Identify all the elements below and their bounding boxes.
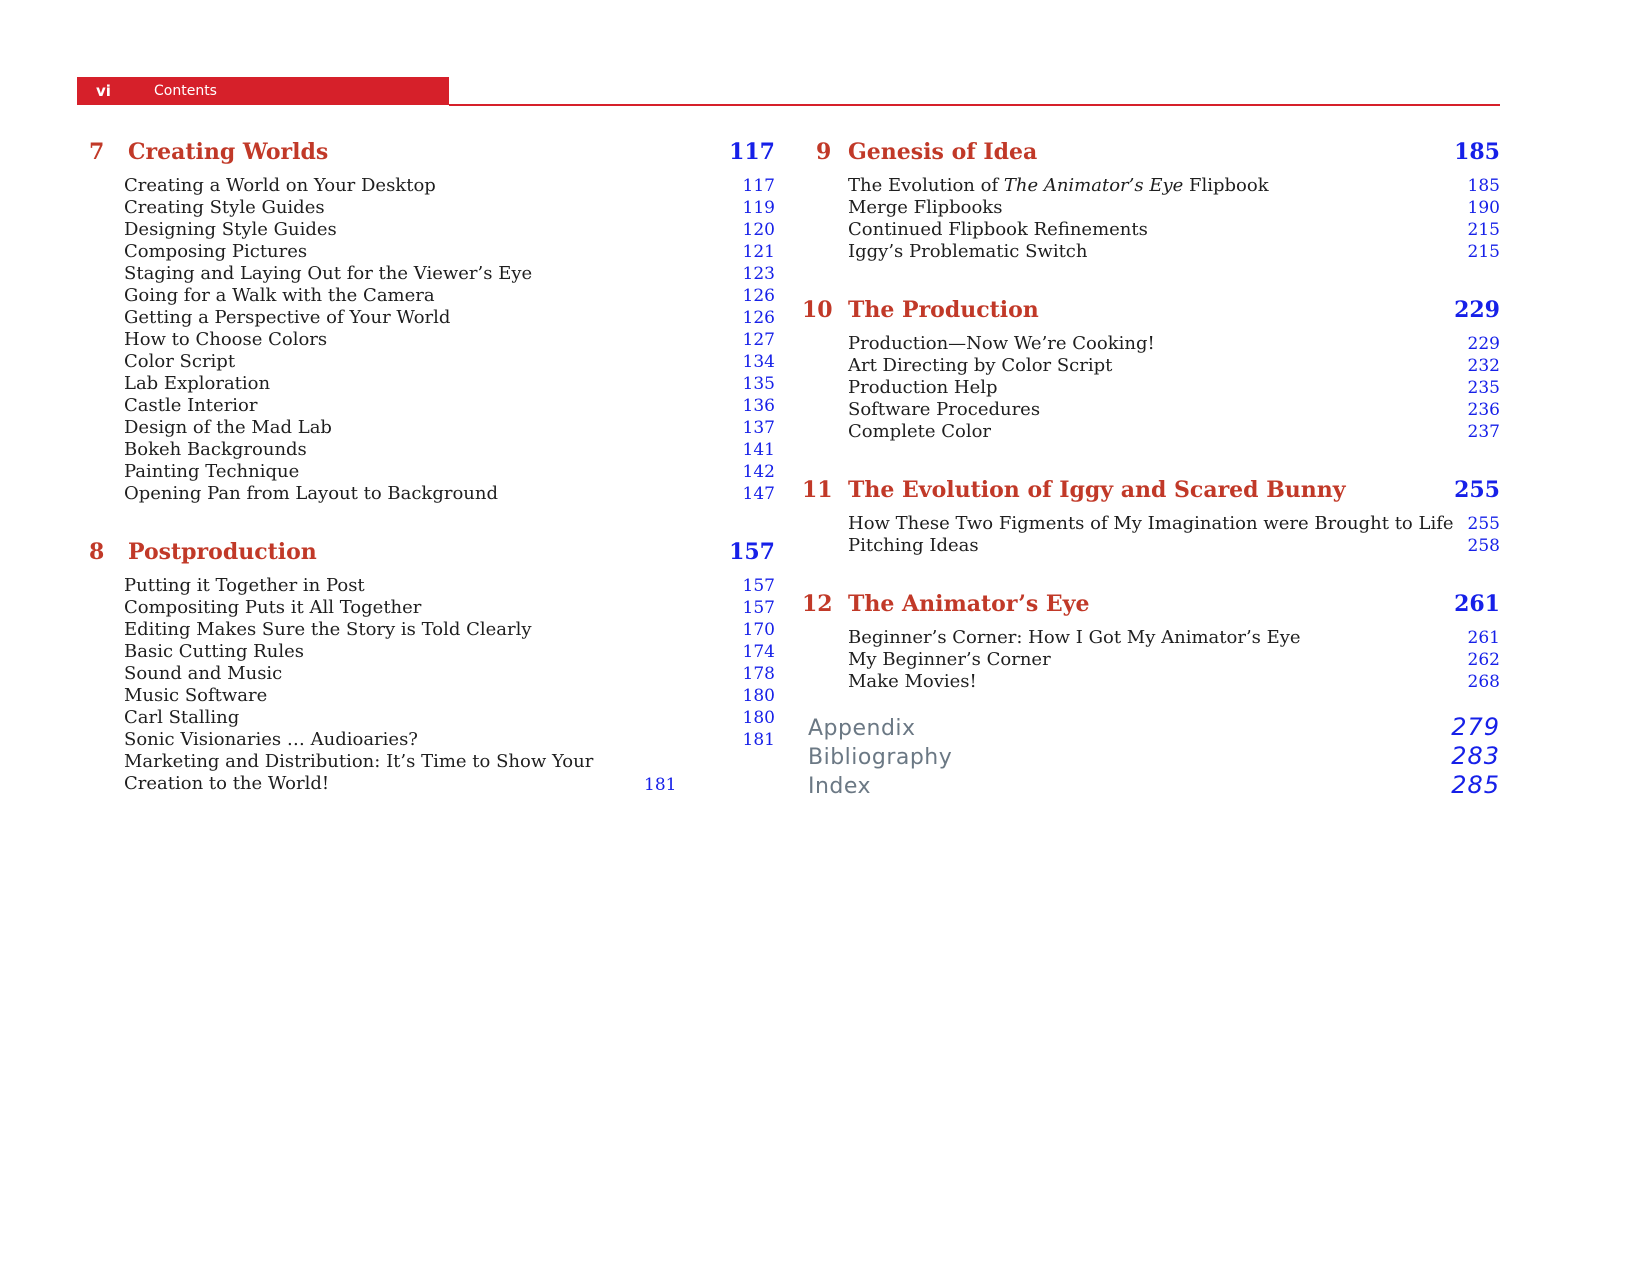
toc-entry[interactable]	[802, 355, 1500, 377]
running-header	[77, 77, 449, 105]
entry-title: Software Procedures	[848, 399, 1041, 420]
entry-title: Composing Pictures	[124, 241, 308, 262]
entry-title: Editing Makes Sure the Story is Told Clearly	[124, 619, 532, 640]
entry-page: 141	[742, 440, 775, 460]
entry-title: Castle Interior	[124, 395, 258, 416]
page-number: vi	[96, 82, 111, 100]
entry-title: Music Software	[124, 685, 268, 706]
toc-entry[interactable]	[82, 685, 775, 707]
toc-entry[interactable]	[82, 373, 775, 395]
entry-page: 142	[742, 462, 775, 482]
toc-entry[interactable]	[802, 399, 1500, 421]
entry-title: Production Help	[848, 377, 998, 398]
entry-title: Iggy’s Problematic Switch	[848, 241, 1088, 262]
entry-title: Creating Style Guides	[124, 197, 325, 218]
entry-title-italic: The Animator’s Eye	[1003, 175, 1184, 196]
toc-chapter-10	[802, 293, 1500, 443]
chapter-page: 117	[729, 139, 775, 165]
entry-page: 119	[742, 198, 775, 218]
toc-chapter-11	[802, 473, 1500, 557]
entry-page: 185	[1467, 176, 1500, 196]
entry-page: 180	[742, 708, 775, 728]
entry-page: 181	[742, 730, 775, 750]
entry-title: Marketing and Distribution: It’s Time to Show Your Creation to the World!	[124, 751, 594, 794]
toc-entry[interactable]	[802, 333, 1500, 355]
entry-title: My Beginner’s Corner	[848, 649, 1051, 670]
chapter-title: Genesis of Idea	[848, 139, 1038, 165]
toc-entry[interactable]	[802, 671, 1500, 693]
entry-page: 136	[742, 396, 775, 416]
toc-entry[interactable]	[802, 535, 1500, 557]
entry-page: 134	[742, 352, 775, 372]
chapter-page: 255	[1454, 477, 1500, 503]
entry-title: Designing Style Guides	[124, 219, 337, 240]
chapter-title: Postproduction	[128, 539, 317, 565]
entry-page: 127	[742, 330, 775, 350]
entry-title: Staging and Laying Out for the Viewer’s Eye	[124, 263, 533, 284]
toc-entry[interactable]	[82, 351, 775, 373]
toc-entry[interactable]	[82, 597, 775, 619]
back-matter-entry[interactable]	[802, 713, 1500, 742]
toc-entry[interactable]	[82, 751, 775, 795]
entry-page: 117	[742, 176, 775, 196]
entry-page: 120	[742, 220, 775, 240]
chapter-heading[interactable]	[82, 135, 775, 175]
entry-title: Production—Now We’re Cooking!	[848, 333, 1155, 354]
toc-chapter-8	[82, 535, 775, 795]
toc-entry[interactable]	[82, 263, 775, 285]
entry-page: 137	[742, 418, 775, 438]
entry-page: 215	[1467, 242, 1500, 262]
toc-entry[interactable]	[82, 417, 775, 439]
toc-entry[interactable]	[82, 219, 775, 241]
entry-title: Compositing Puts it All Together	[124, 597, 422, 618]
toc-entry[interactable]	[82, 663, 775, 685]
toc-chapter-12	[802, 587, 1500, 693]
toc-entry[interactable]	[82, 197, 775, 219]
entry-title-prefix: The Evolution of	[848, 175, 1004, 196]
entry-title: How to Choose Colors	[124, 329, 328, 350]
entry-title: Art Directing by Color Script	[848, 355, 1113, 376]
toc-entry[interactable]	[82, 641, 775, 663]
toc-left-column	[82, 135, 775, 795]
toc-chapter-9	[802, 135, 1500, 263]
entry-page: 232	[1467, 356, 1500, 376]
back-matter-page: 279	[1451, 713, 1500, 741]
toc-entry[interactable]	[82, 483, 775, 505]
entry-title: Lab Exploration	[124, 373, 271, 394]
entry-title: Carl Stalling	[124, 707, 240, 728]
toc-entry[interactable]	[802, 377, 1500, 399]
entry-page: 181	[644, 775, 677, 795]
toc-entry[interactable]	[82, 285, 775, 307]
entry-page: 180	[742, 686, 775, 706]
entry-page: 229	[1467, 334, 1500, 354]
toc-entry[interactable]	[82, 619, 775, 641]
toc-entry[interactable]	[82, 575, 775, 597]
spacer	[82, 505, 775, 535]
entry-title: Sonic Visionaries … Audioaries?	[124, 729, 418, 750]
entry-title: Color Script	[124, 351, 236, 372]
entry-page: 237	[1467, 422, 1500, 442]
toc-entry[interactable]	[802, 649, 1500, 671]
chapter-page: 261	[1454, 591, 1500, 617]
toc-entry[interactable]	[82, 307, 775, 329]
entry-page: 157	[742, 576, 775, 596]
entry-title: Basic Cutting Rules	[124, 641, 304, 662]
toc-entry[interactable]	[82, 461, 775, 483]
toc-entry[interactable]	[802, 175, 1500, 197]
toc-entry[interactable]	[82, 241, 775, 263]
toc-entry[interactable]	[802, 219, 1500, 241]
chapter-page: 157	[729, 539, 775, 565]
entry-page: 236	[1467, 400, 1500, 420]
chapter-heading[interactable]	[82, 535, 775, 575]
entry-title: Pitching Ideas	[848, 535, 979, 556]
toc-entry[interactable]	[82, 175, 775, 197]
entry-page: 215	[1467, 220, 1500, 240]
back-matter-title: Index	[808, 774, 872, 799]
chapter-number: 9	[816, 139, 832, 165]
chapter-title: The Evolution of Iggy and Scared Bunny	[848, 477, 1346, 503]
entry-title	[848, 175, 1468, 196]
chapter-heading[interactable]	[802, 587, 1500, 627]
chapter-number: 7	[89, 139, 105, 165]
entry-page: 262	[1467, 650, 1500, 670]
toc-entry[interactable]	[82, 395, 775, 417]
chapter-page: 229	[1454, 297, 1500, 323]
chapter-heading[interactable]	[802, 473, 1500, 513]
chapter-page: 185	[1454, 139, 1500, 165]
entry-title: Putting it Together in Post	[124, 575, 365, 596]
entry-title: Opening Pan from Layout to Background	[124, 483, 499, 504]
spacer	[802, 263, 1500, 293]
toc-entry[interactable]	[82, 329, 775, 351]
entry-page: 123	[742, 264, 775, 284]
entry-title: Merge Flipbooks	[848, 197, 1003, 218]
entry-page: 147	[742, 484, 775, 504]
entry-page: 190	[1467, 198, 1500, 218]
chapter-number: 8	[89, 539, 105, 565]
entry-page: 178	[742, 664, 775, 684]
back-matter-entry[interactable]	[802, 742, 1500, 771]
toc-entry[interactable]	[802, 627, 1500, 649]
entry-title: Beginner’s Corner: How I Got My Animator’s Eye	[848, 627, 1301, 648]
entry-title: Sound and Music	[124, 663, 283, 684]
spacer	[802, 693, 1500, 713]
entry-title: How These Two Figments of My Imagination were Brought to Life	[848, 513, 1454, 534]
entry-page: 135	[742, 374, 775, 394]
toc-entry[interactable]	[82, 439, 775, 461]
entry-title: Make Movies!	[848, 671, 977, 692]
toc-entry[interactable]	[802, 421, 1500, 443]
entry-page: 174	[742, 642, 775, 662]
entry-page: 255	[1467, 514, 1500, 534]
toc-chapter-7	[82, 135, 775, 505]
back-matter-title: Appendix	[808, 716, 916, 741]
back-matter-page: 283	[1451, 742, 1500, 770]
running-header-title: Contents	[154, 83, 217, 99]
entry-page: 126	[742, 286, 775, 306]
spacer	[802, 443, 1500, 473]
back-matter-page: 285	[1451, 771, 1500, 799]
spacer	[802, 557, 1500, 587]
entry-page: 157	[742, 598, 775, 618]
entry-title: Bokeh Backgrounds	[124, 439, 307, 460]
chapter-number: 11	[802, 477, 833, 503]
toc-entry[interactable]	[802, 241, 1500, 263]
entry-page: 170	[742, 620, 775, 640]
toc-entry[interactable]	[802, 513, 1500, 535]
toc-entry[interactable]	[82, 707, 775, 729]
entry-title-suffix: Flipbook	[1183, 175, 1269, 196]
entry-page: 121	[742, 242, 775, 262]
chapter-number: 10	[802, 297, 833, 323]
entry-title: Painting Technique	[124, 461, 300, 482]
entry-title: Getting a Perspective of Your World	[124, 307, 451, 328]
chapter-heading[interactable]	[802, 135, 1500, 175]
entry-title: Continued Flipbook Refinements	[848, 219, 1148, 240]
entry-page: 258	[1467, 536, 1500, 556]
chapter-title: The Animator’s Eye	[848, 591, 1090, 617]
toc-right-column	[802, 135, 1500, 800]
chapter-title: Creating Worlds	[128, 139, 329, 165]
entry-page: 126	[742, 308, 775, 328]
chapter-heading[interactable]	[802, 293, 1500, 333]
header-rule	[449, 104, 1500, 106]
entry-page: 235	[1467, 378, 1500, 398]
toc-entry[interactable]	[802, 197, 1500, 219]
entry-page: 268	[1467, 672, 1500, 692]
entry-title: Going for a Walk with the Camera	[124, 285, 435, 306]
entry-title: Design of the Mad Lab	[124, 417, 332, 438]
back-matter	[802, 713, 1500, 800]
chapter-number: 12	[802, 591, 833, 617]
entry-page: 261	[1467, 628, 1500, 648]
entry-title: Creating a World on Your Desktop	[124, 175, 436, 196]
back-matter-entry[interactable]	[802, 771, 1500, 800]
chapter-title: The Production	[848, 297, 1039, 323]
back-matter-title: Bibliography	[808, 745, 953, 770]
toc-entry[interactable]	[82, 729, 775, 751]
entry-title: Complete Color	[848, 421, 992, 442]
